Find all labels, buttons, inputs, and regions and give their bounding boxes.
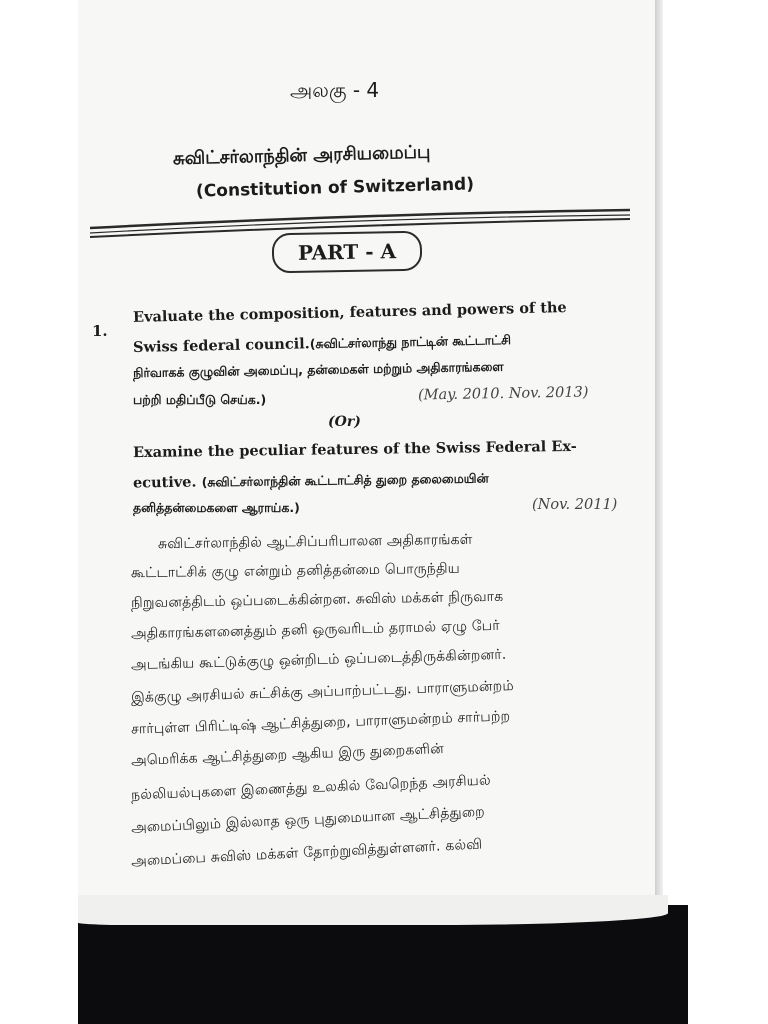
question-number: 1.: [92, 322, 108, 340]
answer-line: அடங்கிய கூட்டுக்குழு ஒன்றிடம் ஒப்படைத்திருக்கின்றனர்.: [130, 646, 507, 674]
question2-line2-tamil: (சுவிட்சர்லாந்தின் கூட்டாட்சித் துறை தலைமையின்: [201, 470, 489, 490]
page-bottom-edge: [78, 895, 668, 925]
unit-label: அலகு - 4: [290, 78, 380, 102]
answer-line: கூட்டாட்சிக் குழு என்றும் தனித்தன்மை பொருந்திய: [130, 560, 461, 582]
question1-years: (May. 2010. Nov. 2013): [417, 384, 589, 404]
answer-line: அமைப்பிலும் இல்லாத ஒரு புதுமையான ஆட்சித்துறை: [130, 803, 486, 837]
answer-line: சுவிட்சர்லாந்தில் ஆட்சிப்பரிபாலன அதிகாரங்கள்: [157, 531, 473, 553]
answer-line: நல்லியல்புகளை இணைத்து உலகில் வேறெந்த அரசியல்: [130, 772, 492, 804]
question2-line2-english: ecutive.: [132, 473, 197, 492]
part-heading: [272, 231, 423, 274]
question2-line3: தனித்தன்மைகளை ஆராய்க.): [133, 500, 300, 515]
page-gutter-shadow: [655, 0, 663, 1024]
answer-line: இக்குழு அரசியல் சுட்சிக்கு அப்பாற்பட்டது. பாராளுமன்றம்: [130, 677, 515, 707]
answer-line: அமெரிக்க ஆட்சித்துறை ஆகிய இரு துறைகளின்: [130, 740, 445, 770]
question1-line1: Evaluate the composition, features and powers of the: [132, 299, 567, 326]
question1-line2-tamil: (சுவிட்சர்லாந்து நாட்டின் கூட்டாட்சி: [309, 332, 512, 352]
answer-line: சார்புள்ள பிரிட்டிஷ் ஆட்சித்துறை, பாராளுமன்றம் சார்பற்ற: [130, 708, 511, 738]
question2-line1: Examine the peculiar features of the Swiss Federal Ex-: [132, 437, 577, 462]
question1-line2-english: Swiss federal council.: [132, 335, 310, 356]
question1-line4: பற்றி மதிப்பீடு செய்க.): [133, 392, 267, 407]
part-label: PART - A: [297, 239, 397, 265]
chapter-title-tamil: சுவிட்சர்லாந்தின் அரசியமைப்பு: [172, 141, 431, 170]
answer-line: நிறுவனத்திடம் ஒப்படைக்கின்றன. சுவிஸ் மக்கள் நிருவாக: [130, 588, 504, 612]
question2-years: (Nov. 2011): [532, 497, 618, 513]
answer-line: அதிகாரங்களனைத்தும் தனி ஒருவரிடம் தராமல் ஏழு பேர்: [130, 617, 501, 643]
answer-line: அமைப்பை சுவிஸ் மக்கள் தோற்றுவித்துள்ளனர். கல்வி: [130, 836, 483, 870]
question1-line3: நிர்வாகக் குழுவின் அமைப்பு, தன்மைகள் மற்றும் அதிகாரங்களை: [132, 358, 504, 381]
or-separator: (Or): [328, 414, 361, 430]
chapter-title-english: (Constitution of Switzerland): [195, 174, 475, 202]
